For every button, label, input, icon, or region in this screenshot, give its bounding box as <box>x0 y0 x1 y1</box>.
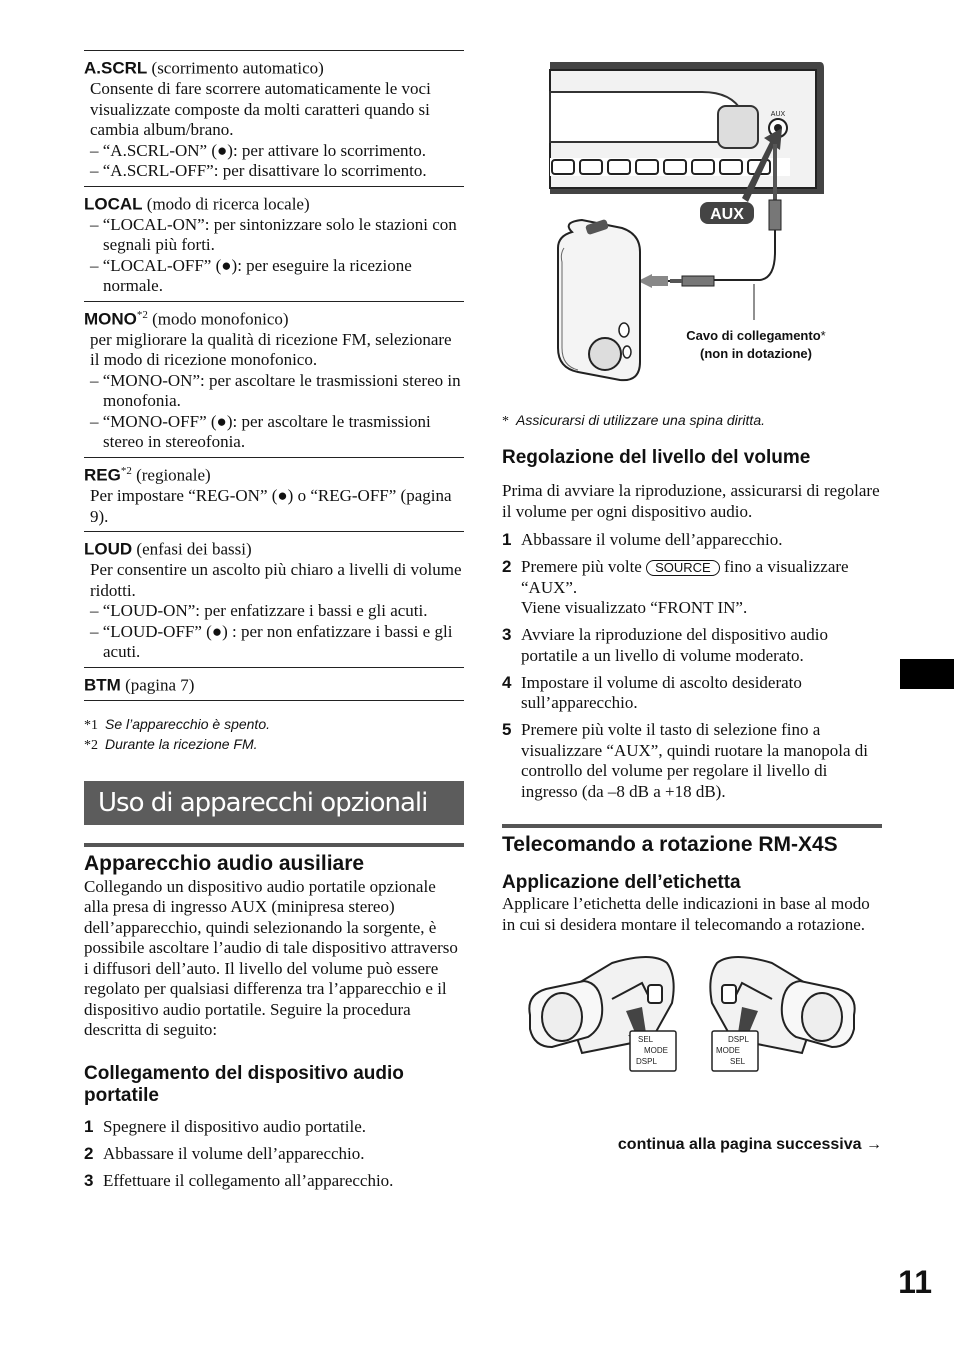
aux-connection-figure <box>502 62 882 402</box>
step-text: Spegnere il dispositivo audio portatile. <box>103 1116 366 1136</box>
cable-label-star: * <box>820 328 826 343</box>
setting-parenthetical: (modo di ricerca locale) <box>142 194 310 214</box>
setting-heading <box>84 461 464 486</box>
label-mode: MODE <box>644 1046 668 1055</box>
setting-term: LOUD <box>84 539 133 559</box>
setting-heading <box>84 190 464 215</box>
step-text-post: fino a visualizzare “AUX”. <box>521 557 849 597</box>
setting-heading <box>84 671 464 696</box>
setting-term: LOCAL <box>84 194 143 214</box>
cable-label <box>686 328 825 343</box>
cable-label-line1: Cavo di collegamento <box>686 328 821 343</box>
rotary-remote-left <box>529 957 676 1071</box>
aux-connection-illustration <box>502 62 882 392</box>
setting-option: – “MONO-OFF” (●): per ascoltare le trasmissioni stereo in stereofonia. <box>90 411 431 452</box>
volume-paragraph: Prima di avviare la riproduzione, assicurarsi di regolare il volume per ogni dispositivo audio. <box>502 481 880 521</box>
connection-steps <box>84 1117 464 1192</box>
step-number: 5 <box>502 720 512 739</box>
figure-note-text: Assicurarsi di utilizzare una spina diritta. <box>516 412 765 428</box>
setting-parenthetical: (modo monofonico) <box>147 309 289 329</box>
footnote-2 <box>84 735 464 755</box>
step-item <box>502 557 882 619</box>
step-text: Abbassare il volume dell’apparecchio. <box>521 530 783 549</box>
figure-note-mark: * <box>502 414 509 429</box>
car-stereo-unit <box>550 62 824 194</box>
step-item <box>502 673 882 714</box>
source-button-glyph: SOURCE <box>646 560 720 576</box>
label-dspl: DSPL <box>728 1035 749 1044</box>
step-number: 2 <box>502 557 512 576</box>
setting-option: – “A.SCRL-ON” (●): per attivare lo scorrimento. <box>90 140 427 160</box>
step-item <box>84 1144 464 1165</box>
setting-footnote-ref: *2 <box>120 464 132 477</box>
settings-list <box>84 50 464 701</box>
section-title-aux: Apparecchio audio ausiliare <box>84 843 464 877</box>
setting-term: BTM <box>84 675 121 695</box>
label-mode: MODE <box>716 1046 740 1055</box>
setting-parenthetical: (pagina 7) <box>120 675 195 695</box>
step-number: 3 <box>84 1170 94 1190</box>
cable-label-line2: (non in dotazione) <box>700 346 812 361</box>
step-number: 4 <box>502 672 512 692</box>
step-text <box>521 557 882 619</box>
step-number: 1 <box>84 1116 94 1136</box>
setting-entry <box>84 50 464 186</box>
setting-description: Per consentire un ascolto più chiaro a livelli di volume ridotti. <box>90 560 462 600</box>
label-sel: SEL <box>730 1057 746 1066</box>
step-item <box>84 1171 464 1192</box>
figure-note <box>502 412 882 430</box>
setting-heading <box>84 305 464 330</box>
step-text: Impostare il volume di ascolto desiderato sull’apparecchio. <box>521 672 802 712</box>
footnote-mark: *2 <box>84 737 98 753</box>
step-item <box>84 1117 464 1138</box>
setting-option: – “A.SCRL-OFF”: per disattivare lo scorrimento. <box>90 161 427 181</box>
footnote-text: Se l’apparecchio è spento. <box>105 715 270 732</box>
continue-note: continua alla pagina successiva → <box>617 1136 882 1153</box>
setting-entry <box>84 301 464 457</box>
aux-jack-label: AUX <box>770 111 786 118</box>
rotary-remote-illustration <box>502 943 882 1083</box>
step-item <box>502 530 882 551</box>
step-number: 3 <box>502 625 512 644</box>
step-number: 1 <box>502 530 512 549</box>
setting-parenthetical: (enfasi dei bassi) <box>132 539 252 559</box>
step-text-result: Viene visualizzato “FRONT IN”. <box>521 598 748 617</box>
footnotes <box>84 715 464 755</box>
volume-steps <box>502 530 882 802</box>
label-sel: SEL <box>638 1035 654 1044</box>
setting-description: Per impostare “REG-ON” (●) o “REG-OFF” (pagina 9). <box>90 486 452 526</box>
setting-option: – “LOUD-ON”: per enfatizzare i bassi e gli acuti. <box>90 601 428 621</box>
aux-badge-text: AUX <box>710 206 744 223</box>
left-column <box>84 50 464 1198</box>
setting-term: A.SCRL <box>84 58 148 78</box>
setting-option: – “LOUD-OFF” (●) : per non enfatizzare i bassi e gli acuti. <box>90 621 453 662</box>
setting-term: MONO <box>84 309 137 329</box>
step-number: 2 <box>84 1143 94 1163</box>
footnote-1 <box>84 715 464 735</box>
step-text: Premere più volte il tasto di selezione fino a visualizzare “AUX”, quindi ruotare la manopola di controllo del volume per regolare il livello di ingresso (da –8 dB a +18 dB). <box>521 720 868 801</box>
setting-heading <box>84 54 464 79</box>
section-title-remote: Telecomando a rotazione RM-X4S <box>502 824 882 858</box>
remote-label-figure <box>502 943 882 1083</box>
page-number: 11 <box>898 1264 932 1300</box>
label-paragraph: Applicare l’etichetta delle indicazioni in base al modo in cui si desidera montare il telecomando a rotazione. <box>502 894 870 934</box>
setting-heading <box>84 535 464 560</box>
step-text: Avviare la riproduzione del dispositivo audio portatile a un livello di volume moderato. <box>521 625 829 665</box>
setting-entry <box>84 457 464 531</box>
setting-parenthetical: (scorrimento automatico) <box>147 58 324 78</box>
subsection-title-label: Applicazione dell’etichetta <box>502 872 741 893</box>
chapter-banner: Uso di apparecchi opzionali <box>84 781 464 825</box>
setting-description: per migliorare la qualità di ricezione FM, selezionare il modo di ricezione monofonico. <box>90 329 452 370</box>
setting-option: – “LOCAL-OFF” (●): per eseguire la ricezione normale. <box>90 255 412 296</box>
section-tab-marker <box>900 659 954 689</box>
section-paragraph: Collegando un dispositivo audio portatile opzionale alla presa di ingresso AUX (minipresa stereo) dell’apparecchio, quindi selezionando la sorgente, è possibile ascoltare l’audio di tale dispositivo attraverso i diffusori dell’auto. Il livello del volume può essere regolato per qualsiasi differenza tra l’apparecchio e il dispositivo audio portatile. Seguire la procedura descritta di seguito: <box>84 876 458 1040</box>
footnote-text: Durante la ricezione FM. <box>105 735 258 752</box>
label-dspl: DSPL <box>636 1057 657 1066</box>
step-text: Effettuare il collegamento all’apparecchio. <box>103 1170 394 1190</box>
setting-option: – “LOCAL-ON”: per sintonizzare solo le stazioni con segnali più forti. <box>90 214 457 255</box>
subsection-title-volume: Regolazione del livello del volume <box>502 447 811 468</box>
step-item <box>502 625 882 666</box>
step-text-pre: Premere più volte <box>521 557 647 576</box>
step-item <box>502 720 882 802</box>
subsection-title-connection: Collegamento del dispositivo audio portatile <box>84 1062 404 1106</box>
setting-entry <box>84 186 464 301</box>
setting-parenthetical: (regionale) <box>131 465 211 485</box>
setting-description: Consente di fare scorrere automaticamente le voci visualizzate composte da molti caratteri quando si cambia album/brano. <box>90 79 431 140</box>
setting-entry <box>84 531 464 667</box>
setting-entry <box>84 667 464 701</box>
setting-option: – “MONO-ON”: per ascoltare le trasmissioni stereo in monofonia. <box>90 370 461 411</box>
portable-audio-device <box>558 219 640 380</box>
setting-footnote-ref: *2 <box>136 308 148 321</box>
setting-term: REG <box>84 465 121 485</box>
right-column <box>502 62 882 1083</box>
step-text: Abbassare il volume dell’apparecchio. <box>103 1143 365 1163</box>
footnote-mark: *1 <box>84 717 98 733</box>
rotary-remote-right <box>710 957 854 1071</box>
